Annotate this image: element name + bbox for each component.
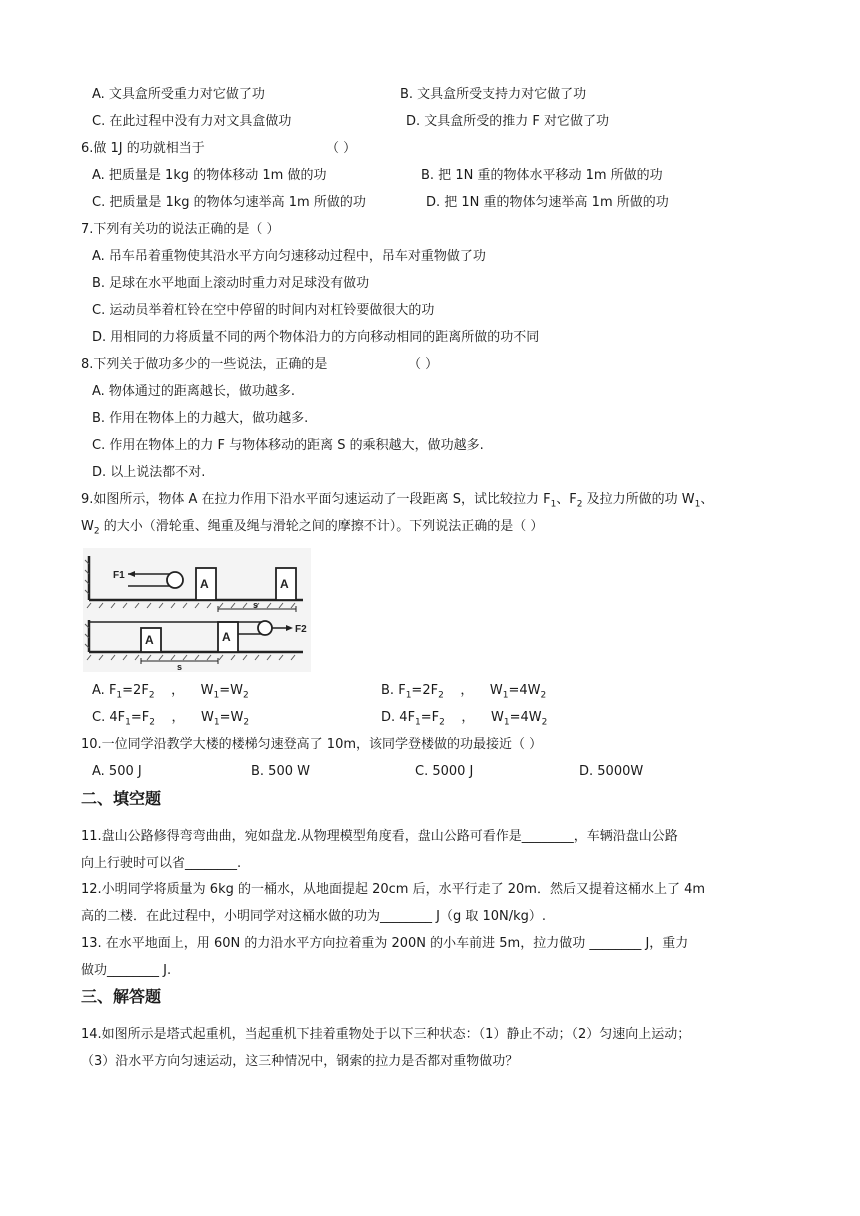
q8-option-a: A. 物体通过的距离越长，做功越多. [92,384,296,399]
f1-label: F1 [113,570,125,581]
q5-option-a: A. 文具盒所受重力对它做了功 [92,87,265,102]
q13-line2: 做功________ J. [81,963,172,978]
q12-line2: 高的二楼．在此过程中，小明同学对这桶水做的功为________ J（g 取 10N/kg）. [81,909,547,924]
s-label-bottom: s [177,662,183,672]
pulley-figure [83,548,311,672]
q8-option-d: D. 以上说法都不对. [92,465,206,480]
s-label-top: s [253,600,259,610]
q7-option-c: C. 运动员举着杠铃在空中停留的时间内对杠铃要做很大的功 [92,303,435,318]
q14-line1: 14.如图所示是塔式起重机，当起重机下挂着重物处于以下三种状态：（1）静止不动；（2）匀速向上运动； [81,1027,691,1042]
block-a-2: A [280,577,289,591]
q9-option-d: D. $4F_1=F_2$ ， $W_1=4W_2$ [381,710,548,728]
q6-option-b: B. 把 1N 重的物体水平移动 1m 所做的功 [421,168,663,183]
q6-answer-bracket: （ ） [326,141,357,156]
block-a-1: A [200,577,209,591]
q7-option-a: A. 吊车吊着重物使其沿水平方向匀速移动过程中，吊车对重物做了功 [92,249,486,264]
q9-option-a: A. $F_1=2F_2$ ， $W_1=W_2$ [92,683,249,701]
q8-option-b: B. 作用在物体上的力越大，做功越多. [92,411,309,426]
q7-option-d: D. 用相同的力将质量不同的两个物体沿力的方向移动相同的距离所做的功不同 [92,330,540,345]
q8-option-c: C. 作用在物体上的力 F 与物体移动的距离 S 的乘积越大，做功越多. [92,438,484,453]
q8-stem: 8.下列关于做功多少的一些说法，正确的是 [81,357,328,372]
section-heading-fill-in: 二、填空题 [81,789,162,808]
q9-option-c: C. $4F_1=F_2$ ， $W_1=W_2$ [92,710,250,728]
block-a-4: A [222,630,231,644]
q14-line2: （3）沿水平方向匀速运动，这三种情况中，钢索的拉力是否都对重物做功？ [81,1054,519,1069]
q12-line1: 12.小明同学将质量为 6kg 的一桶水，从地面提起 20cm 后，水平行走了 20m．然后又提着这桶水上了 4m [81,882,706,897]
q9-stem-line1: 9.如图所示，物体 A 在拉力作用下沿水平面匀速运动了一段距离 S，试比较拉力 $F_1$、$F_2$ 及拉力所做的功 $W_1$、 [81,492,714,510]
q9-stem-line2: $W_2$ 的大小（滑轮重、绳重及绳与滑轮之间的摩擦不计）。下列说法正确的是（ ） [81,519,544,537]
q6-option-a: A. 把质量是 1kg 的物体移动 1m 做的功 [92,168,327,183]
q5-option-b: B. 文具盒所受支持力对它做了功 [400,87,587,102]
block-a-3: A [145,633,154,647]
q10-stem: 10.一位同学沿教学大楼的楼梯匀速登高了 10m，该同学登楼做的功最接近（ ） [81,737,543,752]
q9-option-b: B. $F_1=2F_2$ ， $W_1=4W_2$ [381,683,547,701]
q10-option-d: D. 5000W [579,764,644,779]
q5-option-d: D. 文具盒所受的推力 F 对它做了功 [406,114,610,129]
q10-option-a: A. 500 J [92,764,142,779]
q11-line1: 11.盘山公路修得弯弯曲曲，宛如盘龙.从物理模型角度看，盘山公路可看作是________，车辆沿盘山公路 [81,829,678,844]
q11-line2: 向上行驶时可以省________. [81,856,242,871]
q6-option-d: D. 把 1N 重的物体匀速举高 1m 所做的功 [426,195,669,210]
q7-option-b: B. 足球在水平地面上滚动时重力对足球没有做功 [92,276,370,291]
section-heading-answer: 三、解答题 [81,987,162,1006]
q5-option-c: C. 在此过程中没有力对文具盒做功 [92,114,292,129]
q6-stem: 6.做 1J 的功就相当于 [81,141,205,156]
q10-option-b: B. 500 W [251,764,310,779]
q6-option-c: C. 把质量是 1kg 的物体匀速举高 1m 所做的功 [92,195,366,210]
q10-option-c: C. 5000 J [415,764,474,779]
q13-line1: 13. 在水平地面上，用 60N 的力沿水平方向拉着重为 200N 的小车前进 5m，拉力做功 ________ J，重力 [81,936,689,951]
f2-label: F2 [295,624,307,635]
q7-stem: 7.下列有关功的说法正确的是（ ） [81,222,280,237]
q8-answer-bracket: （ ） [408,357,439,372]
